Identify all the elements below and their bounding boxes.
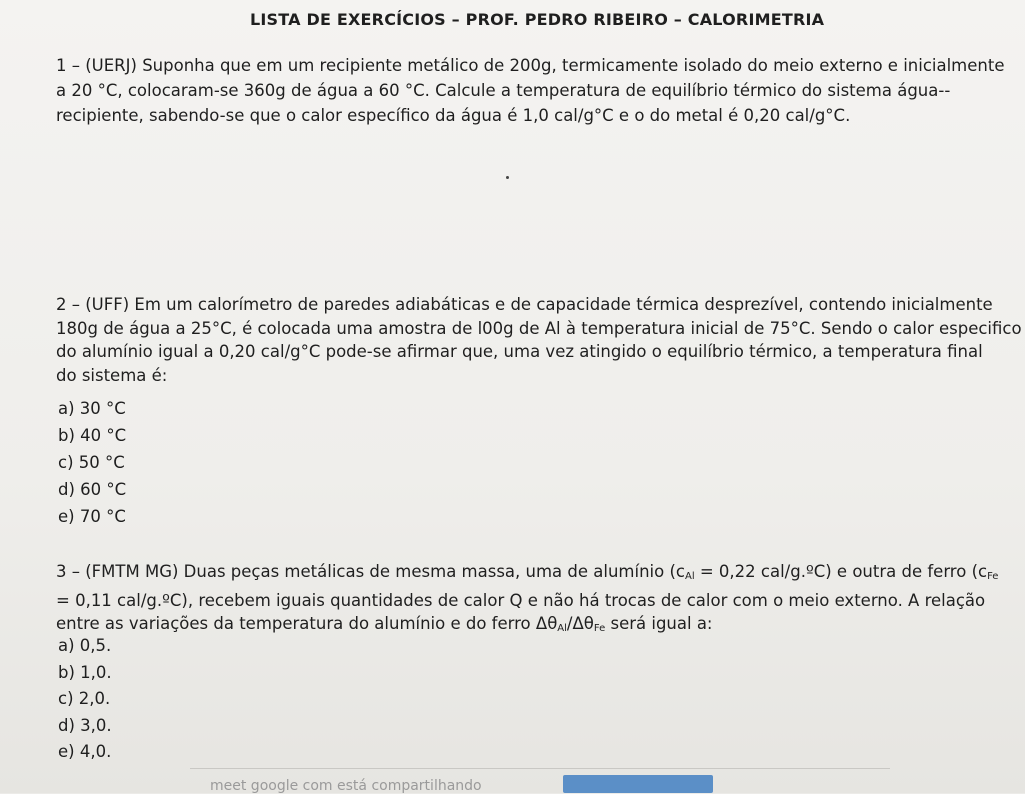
- q3-text-part: será igual a:: [605, 614, 713, 633]
- option-item: d) 3,0.: [58, 715, 112, 735]
- screen-share-text: meet google com está compartilhando: [210, 778, 482, 794]
- q3-text-part: 3 – (FMTM MG) Duas peças metálicas de mesma massa, uma de alumínio (c: [56, 562, 685, 581]
- question-2-line: do alumínio igual a 0,20 cal/g°C pode-se afirmar que, uma vez atingido o equilíbrio térmico, a temperatura final: [56, 342, 983, 361]
- question-3-options: [58, 633, 112, 766]
- question-2-text: [56, 293, 1022, 387]
- page-title: LISTA DE EXERCÍCIOS – PROF. PEDRO RIBEIRO – CALORIMETRIA: [250, 10, 825, 29]
- question-1-text: [56, 53, 1006, 128]
- option-item: b) 1,0.: [58, 662, 112, 682]
- subscript-fe: Fe: [593, 623, 606, 634]
- question-2-options: [58, 395, 126, 530]
- q3-text-part: = 0,22 cal/g.ºC) e outra de ferro (c: [694, 562, 988, 581]
- option-item: a) 0,5.: [58, 636, 112, 655]
- stop-sharing-button[interactable]: [563, 775, 713, 793]
- subscript-al: Al: [684, 571, 695, 582]
- stray-dot: [506, 176, 509, 179]
- option-item: e) 4,0.: [58, 742, 112, 761]
- option-item: c) 2,0.: [58, 689, 111, 708]
- question-2-line: 180g de água a 25°C, é colocada uma amostra de l00g de Al à temperatura inicial de 75°C. Sendo o calor especifico: [56, 318, 1022, 338]
- subscript-al: Al: [557, 623, 567, 634]
- q3-text-part: entre as variações da temperatura do alumínio e do ferro Δθ: [56, 614, 558, 633]
- option-item: b) 40 °C: [58, 426, 127, 445]
- question-3-text: [56, 560, 999, 641]
- subscript-fe: Fe: [987, 571, 999, 582]
- option-item: e) 70 °C: [58, 507, 126, 526]
- question-1-line: a 20 °C, colocaram-se 360g de água a 60 °C. Calcule a temperatura de equilíbrio térmico do sistema água--: [56, 81, 951, 100]
- question-3-line: = 0,11 cal/g.ºC), recebem iguais quantidades de calor Q e não há trocas de calor com o meio externo. A relação: [56, 590, 986, 610]
- question-3-line: [56, 612, 996, 641]
- question-2-line: 2 – (UFF) Em um calorímetro de paredes adiabáticas e de capacidade térmica desprezível, contendo inicialmente: [56, 295, 993, 314]
- question-1-line: recipiente, sabendo-se que o calor específico da água é 1,0 cal/g°C e o do metal é 0,20 cal/g°C.: [56, 106, 851, 125]
- option-item: c) 50 °C: [58, 453, 125, 472]
- question-1-line: 1 – (UERJ) Suponha que em um recipiente metálico de 200g, termicamente isolado do meio externo e inicialmente: [56, 56, 1005, 75]
- option-item: a) 30 °C: [58, 399, 126, 418]
- question-3-line: [56, 560, 999, 589]
- question-2-line: do sistema é:: [56, 365, 168, 385]
- q3-text-part: /Δθ: [566, 614, 594, 633]
- option-item: d) 60 °C: [58, 480, 127, 499]
